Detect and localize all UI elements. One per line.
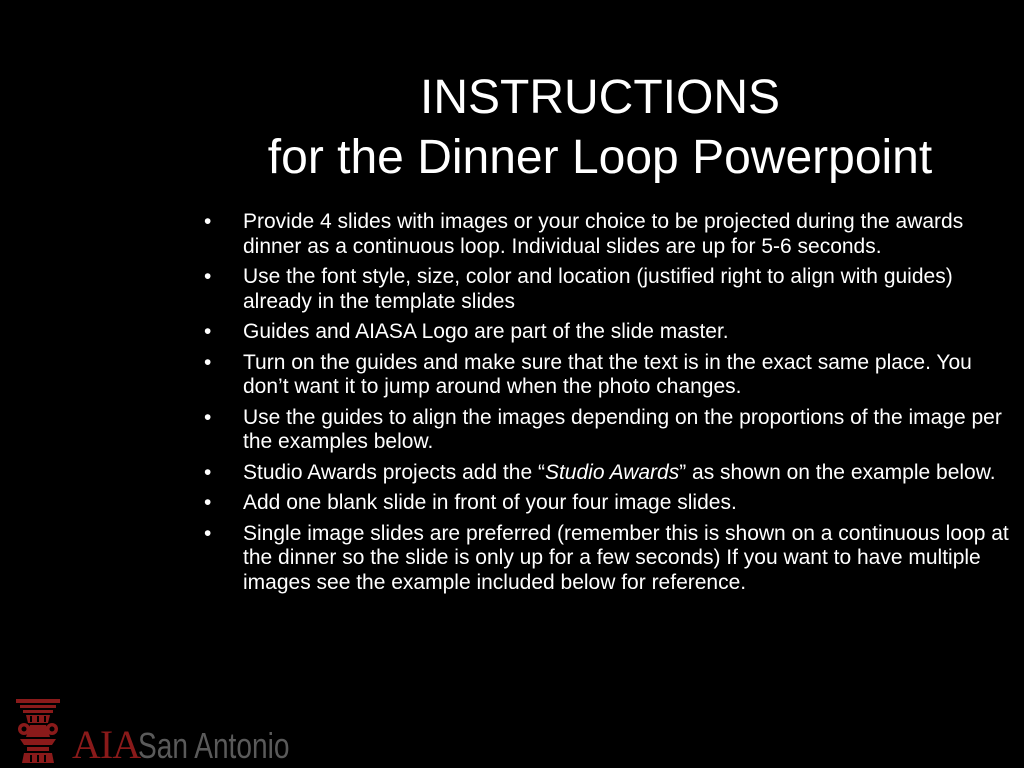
bullet-item	[200, 320, 1015, 345]
bullet-text: Use the font style, size, color and location (justified right to align with guides) already in the template slides	[243, 265, 953, 313]
studio-awards-italic: Studio Awards	[544, 460, 680, 484]
aia-san-antonio-logo	[10, 697, 330, 765]
bullet-text-pre: Studio Awards projects add the “	[243, 460, 545, 484]
bullet-marker: •	[204, 350, 212, 374]
bullet-marker: •	[204, 210, 212, 233]
bullet-text: Use the guides to align the images depending on the proportions of the image per the examples below.	[243, 405, 1002, 453]
aia-column-capital-icon	[10, 697, 66, 765]
bullet-list	[200, 210, 1015, 601]
bullet-item	[200, 351, 1015, 400]
logo-aia-text: AIA	[72, 722, 141, 767]
bullet-marker: •	[204, 265, 212, 288]
bullet-item	[200, 522, 1015, 596]
bullet-item	[200, 210, 1015, 259]
bullet-marker: •	[204, 460, 212, 484]
bullet-item	[200, 461, 1015, 486]
slide-title	[180, 68, 1020, 188]
bullet-text: Add one blank slide in front of your four image slides.	[243, 491, 737, 514]
bullet-item	[200, 491, 1015, 516]
title-line-2: for the Dinner Loop Powerpoint	[267, 131, 933, 184]
logo-city-text: San Antonio	[138, 725, 290, 766]
bullet-text-post: ” as shown on the example below.	[679, 460, 996, 484]
bullet-marker: •	[204, 521, 212, 545]
bullet-item	[200, 265, 1015, 314]
bullet-text	[243, 461, 996, 484]
bullet-marker: •	[204, 491, 212, 514]
title-line-1: INSTRUCTIONS	[420, 71, 780, 124]
bullet-marker: •	[204, 320, 212, 343]
bullet-text: Single image slides are preferred (remember this is shown on a continuous loop at the dinner so the slide is only up for a few seconds) If you want to have multiple images see the example included below for reference.	[243, 521, 1009, 594]
bullet-item	[200, 406, 1015, 455]
bullet-marker: •	[204, 405, 212, 429]
bullet-text: Guides and AIASA Logo are part of the slide master.	[243, 320, 729, 343]
bullet-text: Turn on the guides and make sure that the text is in the exact same place. You don’t want it to jump around when the photo changes.	[243, 350, 972, 398]
bullet-text: Provide 4 slides with images or your choice to be projected during the awards dinner as a continuous loop. Individual slides are up for 5-6 seconds.	[243, 210, 964, 258]
